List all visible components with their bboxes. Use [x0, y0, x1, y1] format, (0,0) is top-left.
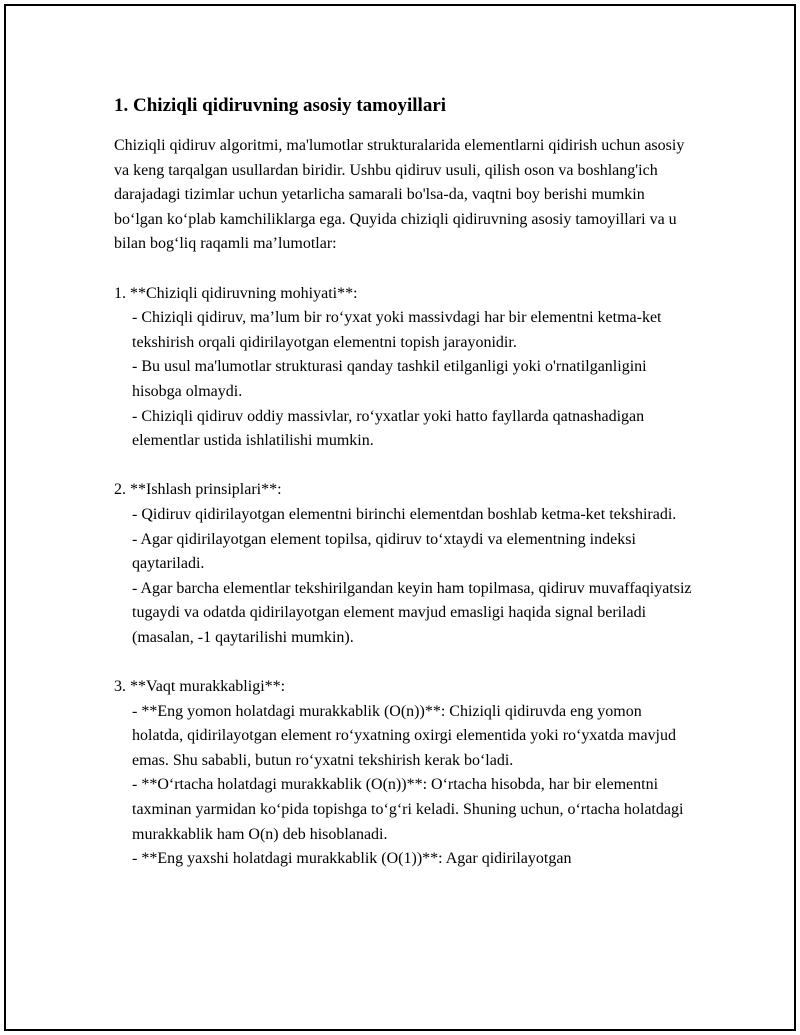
document-body [114, 92, 694, 872]
list-item: - **Eng yomon holatdagi murakkablik (O(n))**: Chiziqli qidiruvda eng yomon holatda, qidirilayotgan element ro‘yxatning oxirgi elementida yoki ro‘yxatda mavjud emas. Shu sababli, butun ro‘yxatni tekshirish kerak bo‘ladi. [132, 702, 680, 769]
subsection-title: 1. **Chiziqli qidiruvning mohiyati**: [114, 284, 358, 302]
subsection-title: 2. **Ishlash prinsiplari**: [114, 481, 282, 499]
subsection-title: 3. **Vaqt murakkabligi**: [114, 678, 286, 696]
list-item: - **O‘rtacha holatdagi murakkablik (O(n))**: O‘rtacha hisobda, har bir elementni taxminan yarmidan ko‘pida topishga to‘g‘ri keladi. Shuning uchun, o‘rtacha holatdagi murakkablik ham O(n) deb hisoblanadi. [132, 776, 688, 843]
list-item: - Chiziqli qidiruv, ma’lum bir ro‘yxat yoki massivdagi har bir elementni ketma-ket tekshirish orqali qidirilayotgan elementni topish jarayonidir. [132, 309, 666, 351]
spacer [114, 650, 694, 675]
list-item: - **Eng yaxshi holatdagi murakkablik (O(1))**: Agar qidirilayotgan [132, 850, 572, 868]
spacer [114, 454, 694, 479]
spacer [114, 257, 694, 282]
list-item: - Agar qidirilayotgan element topilsa, qidiruv to‘xtaydi va elementning indeksi qaytariladi. [132, 530, 640, 573]
list-item: - Bu usul ma'lumotlar strukturasi qanday tashkil etilganligi yoki o'rnatilganligini hisobga olmaydi. [132, 358, 651, 400]
intro-paragraph: Chiziqli qidiruv algoritmi, ma'lumotlar strukturalarida elementlarni qidirish uchun asosiy va keng tarqalgan usullardan biridir. Ushbu qidiruv usuli, qilish oson va boshlang'ich darajadagi tizimlar uchun yetarlicha samarali bo'lsa-da, vaqtni boy berishi mumkin bo‘lgan ko‘plab kamchiliklarga ega. Quyida chiziqli qidiruvning asosiy tamoyillari va u bilan bog‘liq raqamli ma’lumotlar: [114, 137, 689, 253]
list-item: - Agar barcha elementlar tekshirilgandan keyin ham topilmasa, qidiruv muvaffaqiyatsiz tugaydi va odatda qidirilayotgan element mavjud emasligi haqida signal beriladi (masalan, -1 qaytarilishi mumkin). [132, 579, 696, 646]
list-item: - Chiziqli qidiruv oddiy massivlar, ro‘yxatlar yoki hatto fayllarda qatnashadigan elementlar ustida ishlatilishi mumkin. [132, 407, 649, 450]
section-heading: 1. Chiziqli qidiruvning asosiy tamoyillari [114, 95, 447, 116]
list-item: - Qidiruv qidirilayotgan elementni birinchi elementdan boshlab ketma-ket tekshiradi. [132, 505, 677, 523]
